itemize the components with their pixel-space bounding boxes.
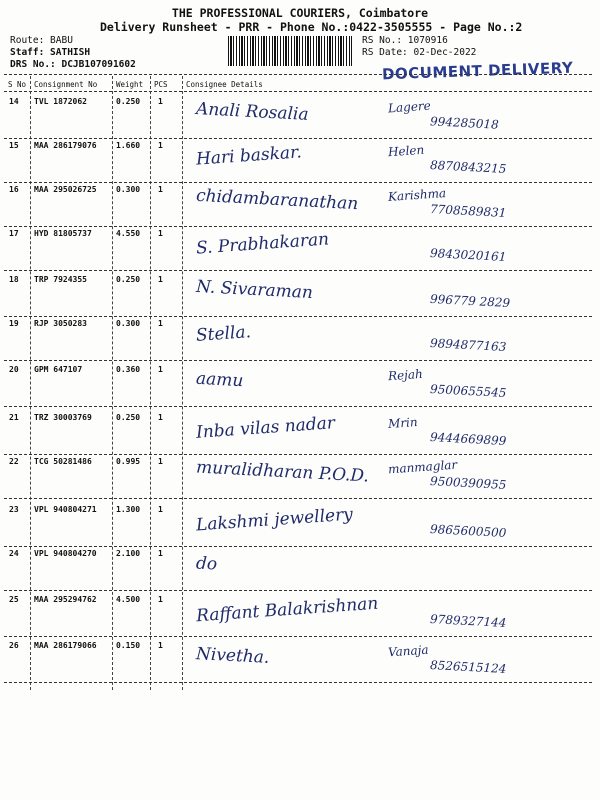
- col-header-sno: S No: [8, 80, 27, 89]
- handwritten-phone: 8526515124: [429, 658, 507, 676]
- row-divider: [4, 270, 592, 271]
- header-bottom-rule: [4, 91, 592, 92]
- handwritten-phone: 9500390955: [429, 474, 507, 492]
- row-consignment-no: MAA 286179076: [34, 141, 97, 150]
- handwritten-signature: Karishma: [387, 185, 447, 205]
- handwritten-signature: Rejah: [387, 366, 424, 384]
- row-weight: 1.300: [116, 505, 141, 514]
- row-consignment-no: TCG 50281486: [34, 457, 92, 466]
- handwritten-signature: Vanaja: [387, 642, 429, 660]
- row-sno: 20: [9, 365, 19, 374]
- row-divider: [4, 498, 592, 499]
- handwritten-phone: 8870843215: [429, 158, 507, 176]
- handwritten-consignee-name: Nivetha.: [195, 644, 270, 668]
- header-top-rule: [4, 74, 592, 75]
- handwritten-consignee-name: Anali Rosalia: [195, 99, 309, 125]
- row-pcs: 1: [158, 185, 163, 194]
- row-consignment-no: TVL 1872062: [34, 97, 87, 106]
- row-pcs: 1: [158, 457, 163, 466]
- row-sno: 22: [9, 457, 19, 466]
- route-label: Route: BABU: [10, 35, 73, 46]
- handwritten-consignee-name: do: [195, 553, 218, 575]
- row-divider: [4, 360, 592, 361]
- row-divider: [4, 590, 592, 591]
- handwritten-consignee-name: Inba vilas nadar: [195, 413, 336, 443]
- row-sno: 23: [9, 505, 19, 514]
- col-separator: [112, 76, 113, 690]
- handwritten-consignee-name: Raffant Balakrishnan: [195, 593, 379, 627]
- handwritten-phone: 996779 2829: [429, 291, 511, 311]
- row-weight: 4.500: [116, 595, 141, 604]
- handwritten-signature: Helen: [387, 142, 425, 160]
- row-consignment-no: TRP 7924355: [34, 275, 87, 284]
- row-divider: [4, 138, 592, 139]
- row-pcs: 1: [158, 229, 163, 238]
- row-weight: 0.150: [116, 641, 141, 650]
- row-consignment-no: MAA 295026725: [34, 185, 97, 194]
- row-consignment-no: RJP 3050283: [34, 319, 87, 328]
- row-sno: 19: [9, 319, 19, 328]
- staff-label: Staff: SATHISH: [10, 47, 91, 58]
- handwritten-phone: 9865600500: [429, 522, 507, 540]
- row-sno: 25: [9, 595, 19, 604]
- barcode: [228, 36, 352, 66]
- row-sno: 16: [9, 185, 19, 194]
- row-divider: [4, 682, 592, 683]
- runsheet-title: Delivery Runsheet - PRR - Phone No.:0422-3505555 - Page No.:2: [100, 20, 523, 34]
- row-pcs: 1: [158, 641, 163, 650]
- row-pcs: 1: [158, 595, 163, 604]
- handwritten-consignee-name: S. Prabhakaran: [195, 229, 330, 259]
- rs-number: RS No.: 1070916: [362, 35, 448, 46]
- handwritten-consignee-name: chidambaranathan: [195, 185, 359, 215]
- col-header-pcs: PCS: [154, 80, 168, 89]
- row-sno: 26: [9, 641, 19, 650]
- row-sno: 21: [9, 413, 19, 422]
- handwritten-consignee-name: Stella.: [195, 322, 252, 346]
- row-weight: 0.300: [116, 185, 141, 194]
- row-pcs: 1: [158, 549, 163, 558]
- row-divider: [4, 406, 592, 407]
- col-header-consignment: Consignment No: [34, 80, 98, 89]
- row-weight: 0.250: [116, 97, 141, 106]
- handwritten-signature: Lagere: [387, 98, 432, 116]
- row-weight: 2.100: [116, 549, 141, 558]
- row-divider: [4, 226, 592, 227]
- handwritten-phone: 9843020161: [429, 246, 507, 264]
- row-pcs: 1: [158, 275, 163, 284]
- row-divider: [4, 454, 592, 455]
- row-divider: [4, 636, 592, 637]
- row-pcs: 1: [158, 413, 163, 422]
- row-sno: 17: [9, 229, 19, 238]
- handwritten-consignee-name: Lakshmi jewellery: [195, 504, 354, 536]
- col-separator: [150, 76, 151, 690]
- col-separator: [30, 76, 31, 690]
- document-delivery-stamp: DOCUMENT DELIVERY: [381, 58, 574, 84]
- handwritten-consignee-name: muralidharan P.O.D.: [195, 457, 370, 487]
- row-consignment-no: GPM 647107: [34, 365, 83, 374]
- row-weight: 0.360: [116, 365, 141, 374]
- handwritten-phone: 7708589831: [429, 202, 507, 220]
- row-consignment-no: TRZ 30003769: [34, 413, 92, 422]
- col-separator: [182, 76, 183, 690]
- handwritten-phone: 9789327144: [429, 612, 507, 630]
- handwritten-consignee-name: aamu: [195, 368, 244, 392]
- row-weight: 0.300: [116, 319, 141, 328]
- row-divider: [4, 316, 592, 317]
- row-weight: 0.995: [116, 457, 141, 466]
- row-pcs: 1: [158, 97, 163, 106]
- row-consignment-no: MAA 295294762: [34, 595, 97, 604]
- handwritten-consignee-name: Hari baskar.: [195, 142, 303, 170]
- row-weight: 0.250: [116, 413, 141, 422]
- row-consignment-no: MAA 286179066: [34, 641, 97, 650]
- row-sno: 15: [9, 141, 19, 150]
- handwritten-phone: 9444669899: [429, 430, 507, 448]
- row-consignment-no: VPL 940804271: [34, 505, 97, 514]
- row-consignment-no: HYD 81805737: [34, 229, 92, 238]
- row-weight: 4.550: [116, 229, 141, 238]
- row-pcs: 1: [158, 365, 163, 374]
- col-header-weight: Weight: [116, 80, 144, 89]
- row-pcs: 1: [158, 505, 163, 514]
- row-sno: 18: [9, 275, 19, 284]
- row-consignment-no: VPL 940804270: [34, 549, 97, 558]
- handwritten-phone: 994285018: [429, 114, 500, 132]
- company-title: THE PROFESSIONAL COURIERS, Coimbatore: [171, 6, 429, 20]
- row-weight: 1.660: [116, 141, 141, 150]
- handwritten-consignee-name: N. Sivaraman: [195, 276, 314, 304]
- row-pcs: 1: [158, 319, 163, 328]
- row-pcs: 1: [158, 141, 163, 150]
- row-sno: 24: [9, 549, 19, 558]
- handwritten-phone: 9894877163: [429, 336, 507, 354]
- rs-date: RS Date: 02-Dec-2022: [362, 47, 477, 58]
- handwritten-signature: manmaglar: [387, 457, 458, 477]
- col-header-details: Consignee Details: [186, 80, 263, 89]
- drs-number: DRS No.: DCJB107091602: [10, 59, 136, 70]
- handwritten-signature: Mrin: [387, 414, 419, 432]
- row-weight: 0.250: [116, 275, 141, 284]
- row-divider: [4, 182, 592, 183]
- handwritten-phone: 9500655545: [429, 382, 507, 400]
- row-sno: 14: [9, 97, 19, 106]
- row-divider: [4, 546, 592, 547]
